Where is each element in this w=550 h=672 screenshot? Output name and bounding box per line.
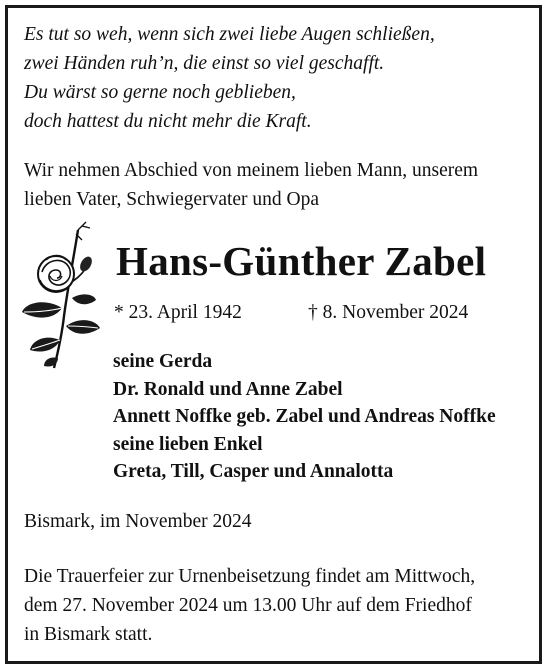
poem-line: Du wärst so gerne noch geblieben,	[24, 82, 296, 103]
rose-icon	[16, 216, 112, 372]
poem-line: Es tut so weh, wenn sich zwei liebe Augen schließen,	[24, 24, 435, 45]
family-line: Annett Noffke geb. Zabel und Andreas Noffke	[113, 406, 496, 427]
intro-text	[24, 156, 529, 214]
notice-line: in Bismark statt.	[24, 624, 153, 645]
deceased-name: Hans-Günther Zabel	[116, 238, 487, 284]
intro-line: Wir nehmen Abschied von meinem lieben Mann, unserem	[24, 160, 479, 181]
intro-line: lieben Vater, Schwiegervater und Opa	[24, 189, 320, 210]
birth-date: * 23. April 1942	[114, 302, 242, 323]
poem	[24, 20, 435, 136]
funeral-notice	[24, 562, 475, 649]
notice-line: Die Trauerfeier zur Urnenbeisetzung findet am Mittwoch,	[24, 566, 476, 587]
death-date: † 8. November 2024	[308, 302, 469, 323]
poem-line: doch hattest du nicht mehr die Kraft.	[24, 111, 312, 132]
place-date: Bismark, im November 2024	[24, 511, 252, 532]
notice-line: dem 27. November 2024 um 13.00 Uhr auf dem Friedhof	[24, 595, 472, 616]
family-line: Greta, Till, Casper und Annalotta	[113, 461, 394, 482]
family-list	[113, 348, 496, 486]
family-line: Dr. Ronald und Anne Zabel	[113, 378, 343, 400]
family-line: seine lieben Enkel	[113, 433, 263, 455]
poem-line: zwei Händen ruh’n, die einst so viel geschafft.	[24, 53, 385, 74]
family-line: seine Gerda	[113, 351, 213, 372]
